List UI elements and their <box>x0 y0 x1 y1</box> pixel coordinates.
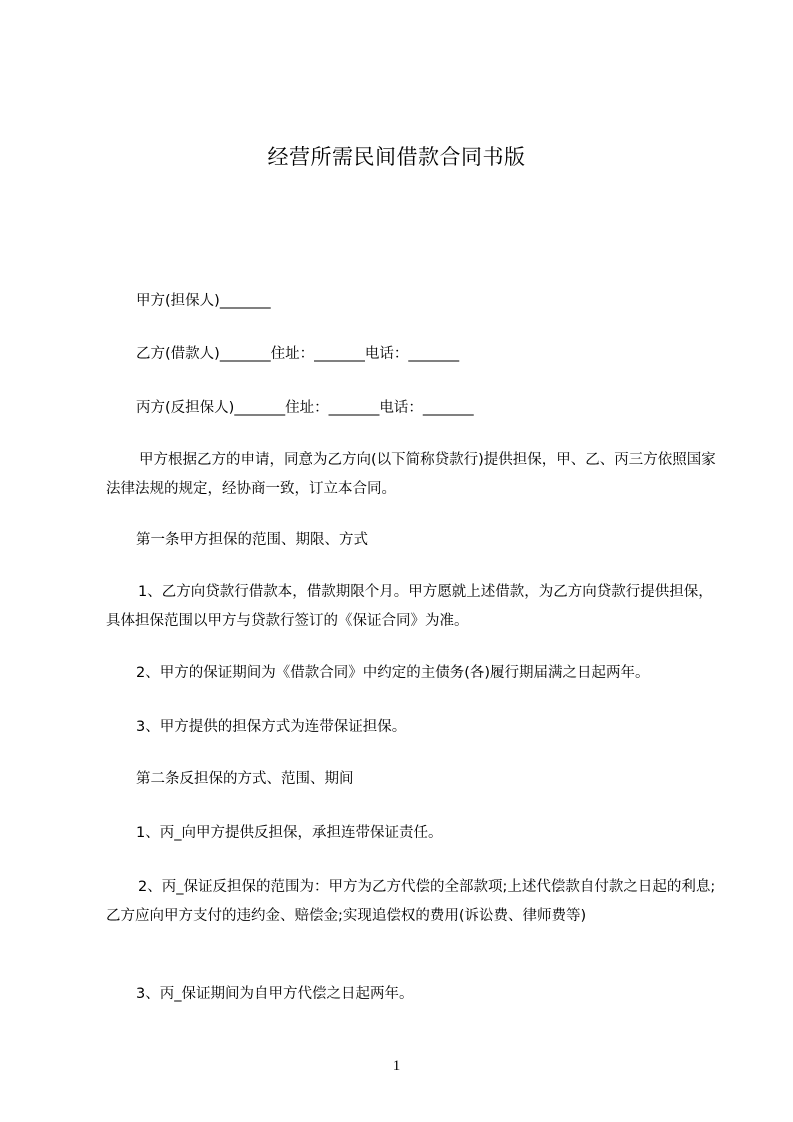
page-number: 1 <box>392 1058 401 1074</box>
article-1-item-2: 2、甲方的保证期间为《借款合同》中约定的主债务(各)履行期届满之日起两年。 <box>136 665 650 681</box>
party-a-line: 甲方(担保人)_______ <box>136 293 271 309</box>
article-2-item-1: 1、丙_向甲方提供反担保，承担连带保证责任。 <box>136 825 443 841</box>
article-1-heading: 第一条甲方担保的范围、期限、方式 <box>136 532 368 548</box>
preamble-paragraph: 甲方根据乙方的申请，同意为乙方向(以下简称贷款行)提供担保，甲、乙、丙三方依照国家法律法规的规定，经协商一致，订立本合同。 <box>106 452 716 497</box>
party-c-line: 丙方(反担保人)_______住址：_______电话：_______ <box>136 400 474 416</box>
article-1-item-1: 1、乙方向贷款行借款本，借款期限个月。甲方愿就上述借款，为乙方向贷款行提供担保，具体担保范围以甲方与贷款行签订的《保证合同》为准。 <box>106 584 713 629</box>
article-1-item-3: 3、甲方提供的担保方式为连带保证担保。 <box>136 719 407 735</box>
article-2-heading: 第二条反担保的方式、范围、期间 <box>136 771 354 787</box>
document-title: 经营所需民间借款合同书版 <box>267 145 526 169</box>
party-b-line: 乙方(借款人)_______住址：_______电话：_______ <box>136 346 460 362</box>
article-2-item-2: 2、丙_保证反担保的范围为：甲方为乙方代偿的全部款项;上述代偿款自付款之日起的利息;乙方应向甲方支付的违约金、赔偿金;实现追偿权的费用(诉讼费、律师费等) <box>106 879 716 924</box>
article-2-item-3: 3、丙_保证期间为自甲方代偿之日起两年。 <box>136 986 414 1002</box>
